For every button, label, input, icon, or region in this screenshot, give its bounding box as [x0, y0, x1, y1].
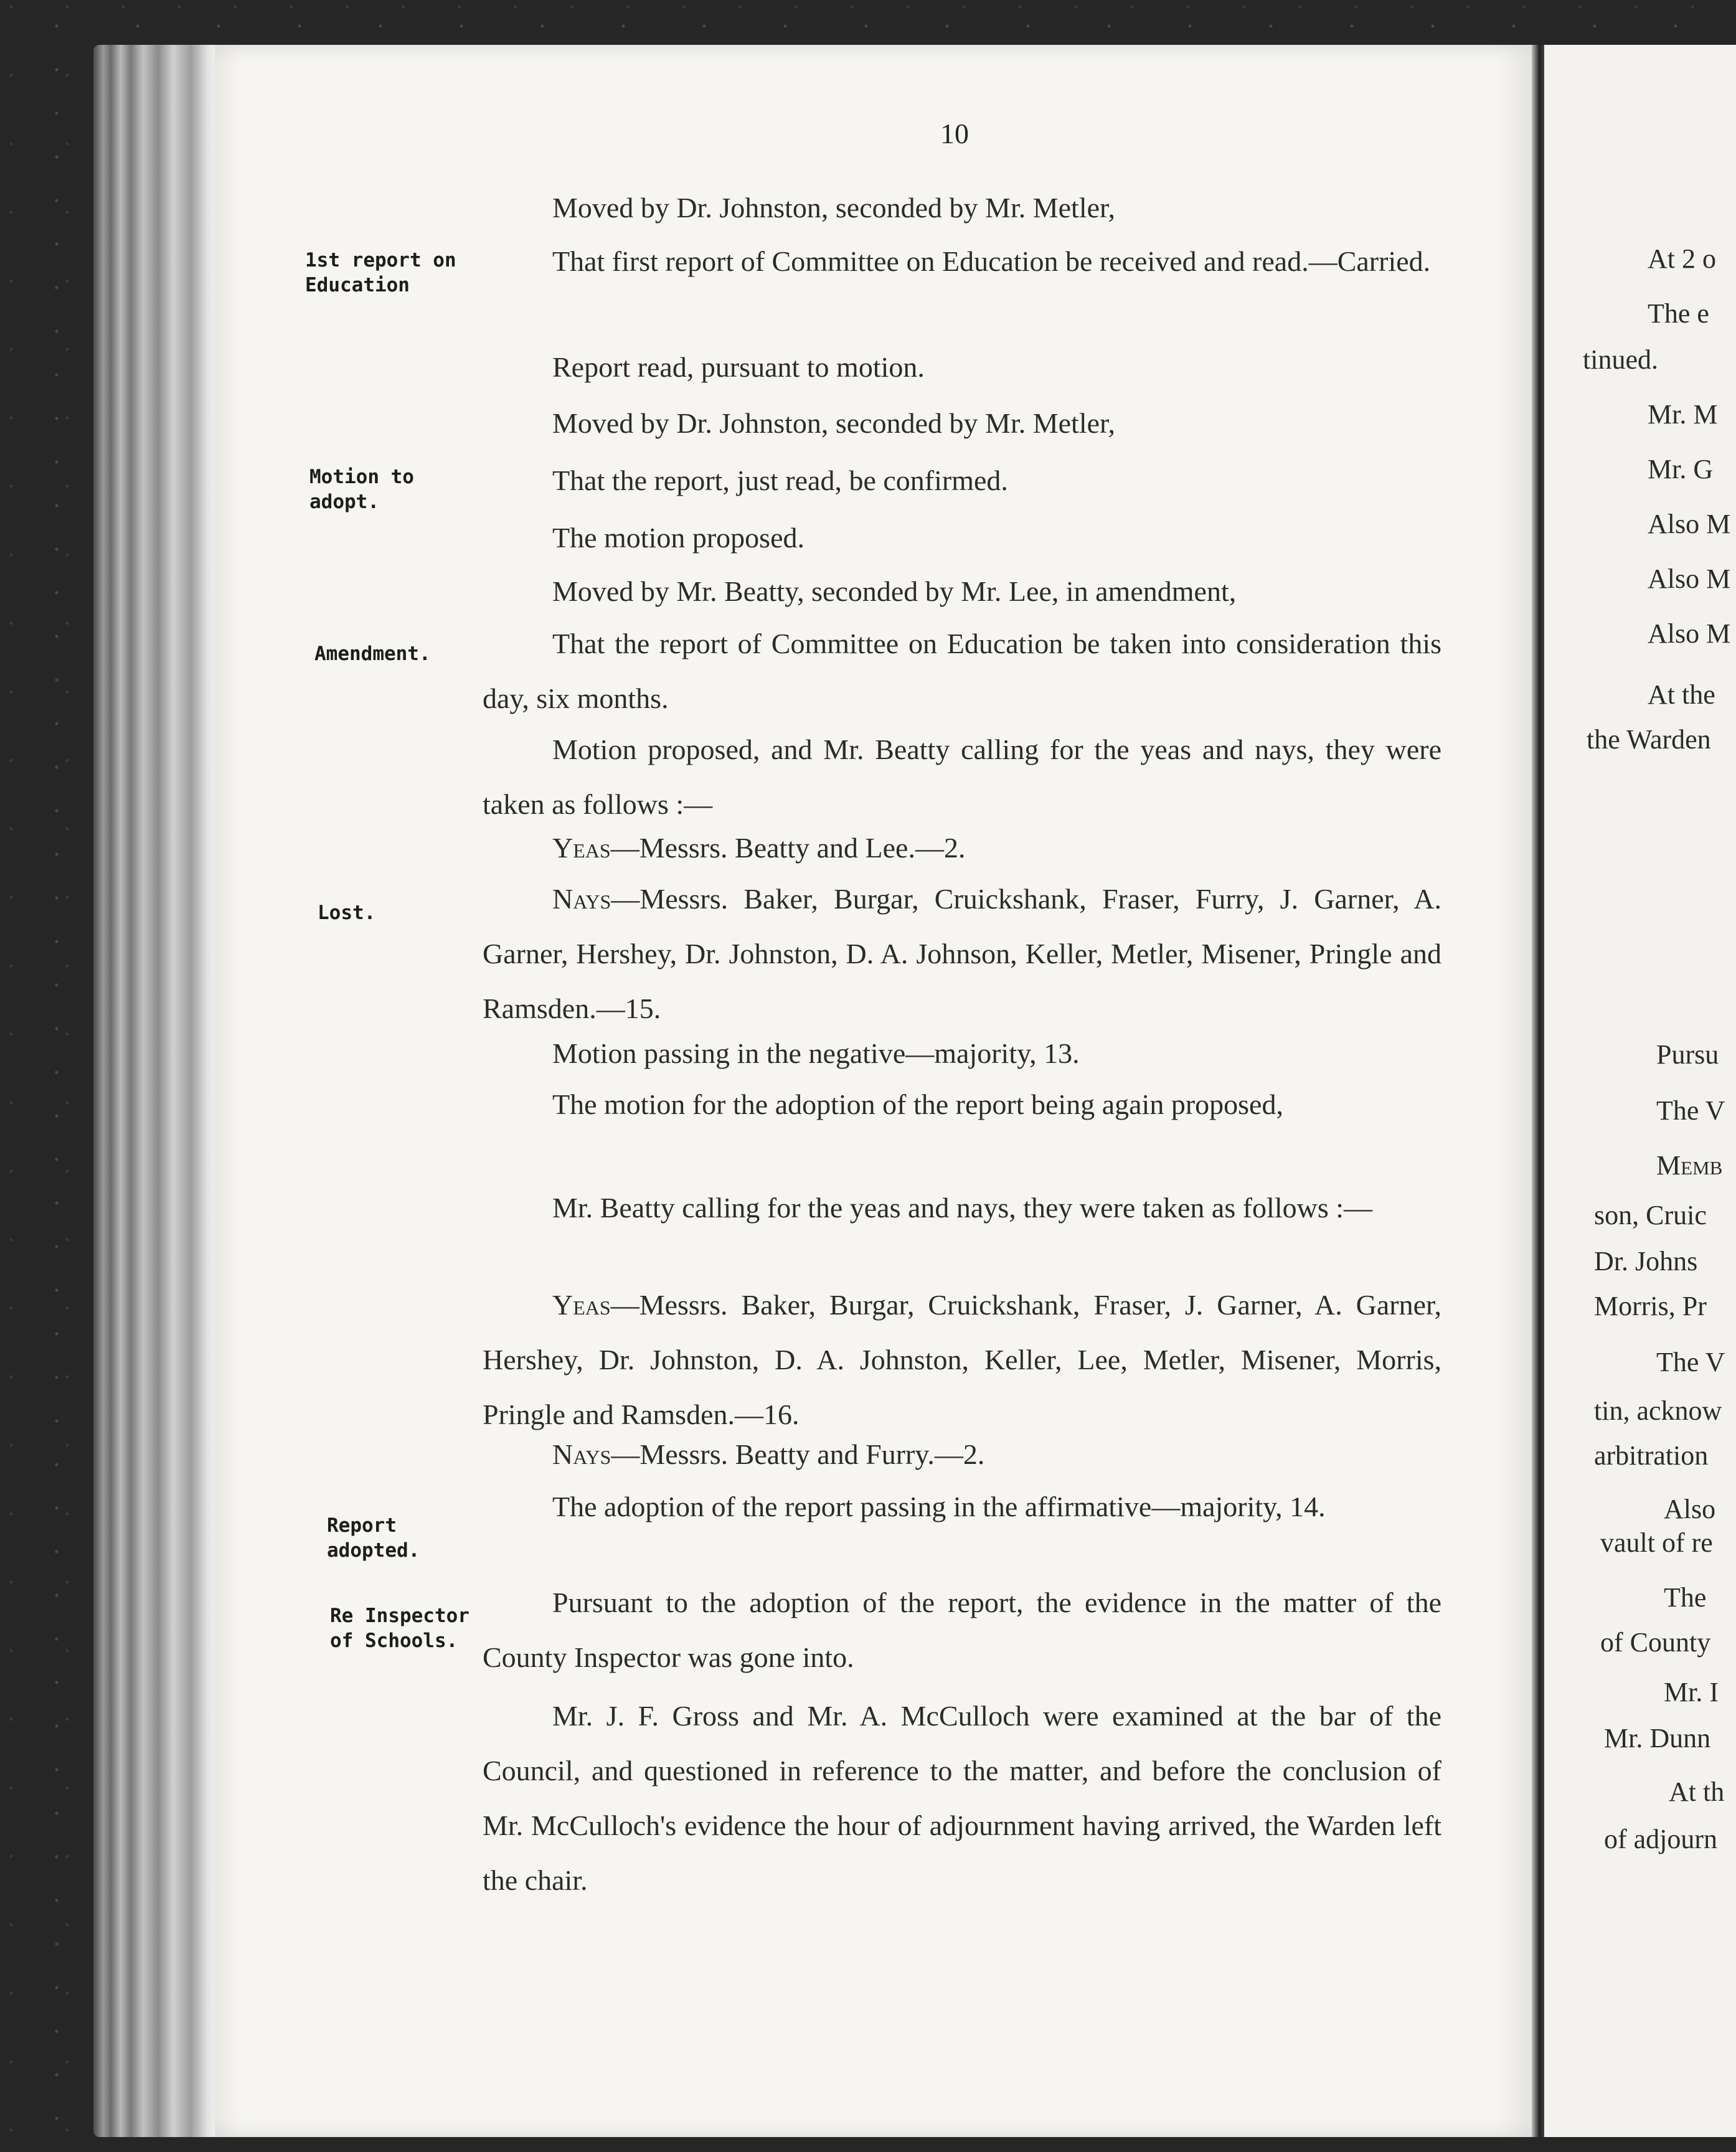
paragraph-nays-first-vote	[483, 872, 1441, 1036]
nays-first-vote-text: —Messrs. Baker, Burgar, Cruickshank, Fraser, Furry, J. Garner, A. Garner, Hershey, Dr. Johnston, D. A. Johnson, Keller, Metler, Misener, Pringle and Ramsden.—15.	[483, 883, 1441, 1024]
paragraph-gross-mcculloch: Mr. J. F. Gross and Mr. A. McCulloch were examined at the bar of the Council, and questioned in reference to the matter, and before the conclusion of Mr. McCulloch's evidence the hour of adjournment having arrived, the Warden left the chair.	[483, 1700, 1441, 1896]
nays-label: Nays	[552, 883, 611, 915]
margin-note-motion-to-adopt: Motion to adopt.	[309, 466, 414, 513]
right-line: tin, acknow	[1594, 1395, 1722, 1426]
paragraph-first-report-received: That first report of Committee on Education be received and read.—Carried.	[552, 245, 1431, 277]
right-line: the Warden	[1587, 724, 1711, 755]
book-page-edges	[93, 45, 218, 2137]
right-line: At the	[1648, 679, 1715, 710]
page-number: 10	[940, 118, 969, 149]
right-line: Also M	[1648, 509, 1731, 539]
right-line: Pursu	[1656, 1039, 1719, 1070]
paragraph-report-confirmed: That the report, just read, be confirmed.	[552, 465, 1008, 496]
paragraph-motion-proposed: The motion proposed.	[552, 522, 804, 554]
right-line: Also M	[1648, 618, 1731, 649]
yeas-first-vote-text: —Messrs. Beatty and Lee.—2.	[610, 832, 966, 864]
right-line: Mr. G	[1648, 454, 1714, 484]
right-line: At 2 o	[1648, 243, 1716, 274]
nays-label: Nays	[552, 1438, 611, 1470]
paragraph-nays-second-vote	[483, 1427, 1441, 1482]
right-line: Morris, Pr	[1594, 1291, 1707, 1321]
paragraph-motion-negative: Motion passing in the negative—majority, 13.	[552, 1037, 1080, 1069]
margin-note-first-report: 1st report on Education	[305, 249, 456, 296]
right-line: tinued.	[1583, 344, 1658, 375]
right-line: The	[1664, 1582, 1707, 1613]
nays-second-vote-text: —Messrs. Beatty and Furry.—2.	[611, 1438, 985, 1470]
right-line: vault of re	[1600, 1527, 1713, 1558]
paragraph-amendment-text: That the report of Committee on Education be taken into consideration this day, six months.	[483, 628, 1441, 714]
right-line: Memb	[1656, 1150, 1723, 1181]
margin-note-report-adopted: Report adopted.	[327, 1514, 420, 1562]
paragraph-adoption-again-proposed: The motion for the adoption of the report being again proposed,	[552, 1088, 1283, 1120]
paragraph-inspector-evidence: Pursuant to the adoption of the report, the evidence in the matter of the County Inspector was gone into.	[483, 1587, 1441, 1673]
right-line: Also M	[1648, 564, 1731, 594]
right-line: The V	[1656, 1095, 1725, 1126]
right-line: of adjourn	[1604, 1824, 1718, 1854]
right-line: Dr. Johns	[1594, 1246, 1698, 1277]
right-line: son, Cruic	[1594, 1200, 1707, 1230]
yeas-second-vote-text: —Messrs. Baker, Burgar, Cruickshank, Fraser, J. Garner, A. Garner, Hershey, Dr. Johnston, D. A. Johnston, Keller, Lee, Metler, Misener, Morris, Pringle and Ramsden.—16.	[483, 1289, 1441, 1430]
paragraph-report-adopted: The adoption of the report passing in the affirmative—majority, 14.	[552, 1491, 1326, 1522]
paragraph-yeas-second-vote	[483, 1278, 1441, 1442]
right-line: of County	[1600, 1627, 1711, 1658]
right-line: Mr. M	[1648, 399, 1718, 430]
right-line: At th	[1669, 1777, 1725, 1807]
paragraph-report-read: Report read, pursuant to motion.	[552, 351, 925, 383]
paragraph-beatty-calling: Mr. Beatty calling for the yeas and nays, they were taken as follows :—	[552, 1192, 1373, 1224]
right-line: The e	[1648, 298, 1709, 329]
paragraph-yeas-nays-called: Motion proposed, and Mr. Beatty calling for the yeas and nays, they were taken as follows :—	[483, 734, 1441, 820]
margin-note-re-inspector: Re Inspector of Schools.	[330, 1605, 469, 1652]
margin-note-lost: Lost.	[318, 902, 376, 924]
paragraph-moved-johnston-2: Moved by Dr. Johnston, seconded by Mr. Metler,	[552, 407, 1116, 439]
right-line: Mr. Dunn	[1604, 1723, 1711, 1753]
right-line: Also	[1664, 1494, 1716, 1524]
margin-note-amendment: Amendment.	[314, 643, 431, 665]
paragraph-yeas-first-vote	[483, 821, 1441, 875]
right-line: The V	[1656, 1347, 1725, 1377]
yeas-label: Yeas	[552, 832, 611, 864]
yeas-label: Yeas	[552, 1289, 611, 1321]
paragraph-moved-johnston-1: Moved by Dr. Johnston, seconded by Mr. Metler,	[552, 192, 1116, 224]
paragraph-moved-beatty: Moved by Mr. Beatty, seconded by Mr. Lee, in amendment,	[552, 575, 1237, 607]
right-line: arbitration	[1594, 1440, 1709, 1471]
right-line: Mr. I	[1664, 1677, 1719, 1707]
